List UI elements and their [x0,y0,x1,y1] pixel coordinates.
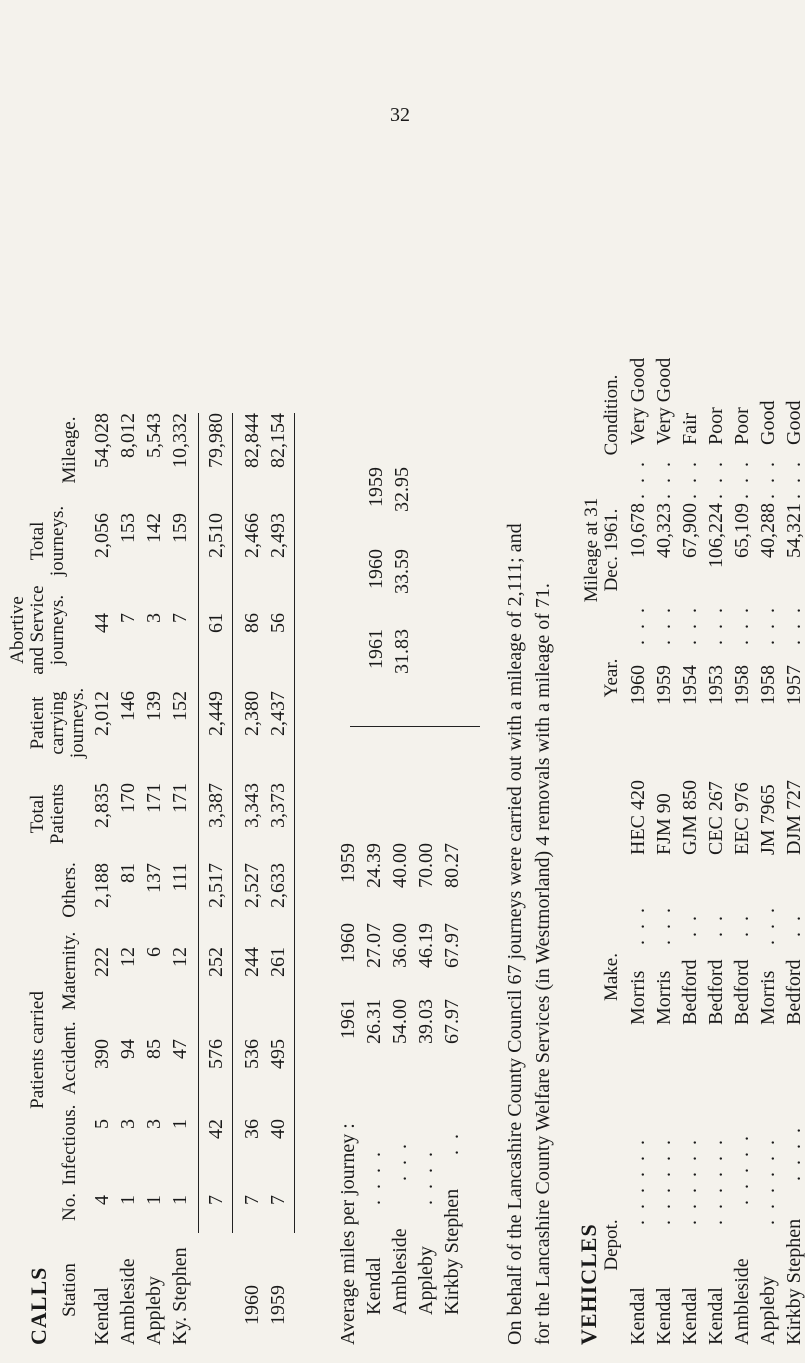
leader-dots: . . . [653,605,675,645]
veh-header-depot: Depot. [601,1219,622,1271]
average-miles-title: Average miles per journey : [337,1123,359,1345]
veh-condition: Poor [731,407,753,445]
avg-1959: 70.00 [415,843,437,888]
avg-1960: 27.07 [363,923,385,968]
station-name: Ambleside [117,1258,139,1345]
leader-dots: . . . [389,1141,411,1181]
leader-dots: . . . . . . [757,1137,779,1225]
veh-mileage: 10,678 [627,503,649,558]
leader-dots: . . . . . . [705,1137,727,1225]
cell-accident: 47 [169,1039,191,1059]
lancashire-paragraph-line-2: for the Lancashire County Welfare Services (in Westmorland) 4 removals with a mileage of 71. [532,583,554,1345]
cell-total-journeys: 2,493 [267,513,289,558]
veh-make: Bedford [783,959,805,1025]
cell-others: 111 [169,863,191,892]
header-station: Station [59,1263,80,1317]
avg-depot: Appleby [415,1246,437,1315]
total-infectious: 42 [205,1119,227,1139]
veh-registration: FJM 90 [653,793,675,855]
avg-depot: Kendal [363,1257,385,1315]
veh-make: Bedford [731,959,753,1025]
year-label: 1960 [241,1285,263,1325]
veh-year: 1957 [783,665,805,705]
cell-abortive: 56 [267,613,289,633]
avg-1960: 67.97 [441,923,463,968]
avg-year-1960: 1960 [337,923,359,963]
cell-accident: 390 [91,1039,113,1069]
overall-year-1959: 1959 [365,467,387,507]
veh-mileage: 54,321 [783,503,805,558]
cell-abortive: 7 [169,613,191,623]
veh-header-mileage: Mileage at 31 Dec. 1961. [581,497,622,603]
total-no: 7 [205,1195,227,1205]
veh-make: Morris [653,970,675,1025]
cell-mileage: 54,028 [91,413,113,468]
leader-dots: . . . . . [731,1133,753,1205]
header-others: Others. [59,862,80,918]
veh-mileage: 106,224 [705,503,727,568]
veh-condition: Good [783,400,805,445]
avg-1961: 26.31 [363,999,385,1044]
overall-1960: 33.59 [391,549,413,594]
rotated-page-content [7,155,805,1345]
veh-depot: Kirkby Stephen [783,1218,805,1345]
year-label: 1959 [267,1285,289,1325]
veh-condition: Very Good [653,357,675,445]
overall-1959: 32.95 [391,467,413,512]
veh-make: Morris [757,970,779,1025]
veh-registration: CEC 267 [705,781,727,855]
page-number: 32 [390,104,410,126]
cell-patient-journeys: 2,012 [91,691,113,736]
veh-year: 1958 [757,665,779,705]
veh-mileage: 40,288 [757,503,779,558]
avg-1959: 40.00 [389,843,411,888]
leader-dots: . . [679,913,701,937]
cell-patient-journeys: 2,437 [267,691,289,736]
cell-maternity: 12 [169,947,191,967]
leader-dots: . . . [679,459,701,499]
cell-infectious: 3 [143,1119,165,1129]
header-patients-carried: Patients carried [27,991,48,1109]
avg-1959: 24.39 [363,843,385,888]
cell-mileage: 82,844 [241,413,263,468]
total-accident: 576 [205,1039,227,1069]
header-abortive-service-journeys: Abortive and Service journeys. [7,585,68,675]
leader-dots: . . . . . . [627,1137,649,1225]
cell-maternity: 6 [143,947,165,957]
cell-abortive: 3 [143,613,165,623]
leader-dots: . . . [679,605,701,645]
cell-others: 81 [117,863,139,883]
avg-divider [350,726,480,727]
station-name: Appleby [143,1276,165,1345]
cell-infectious: 1 [169,1119,191,1129]
cell-accident: 94 [117,1039,139,1059]
avg-1960: 36.00 [389,923,411,968]
veh-mileage: 65,109 [731,503,753,558]
avg-depot: Kirkby Stephen [441,1188,463,1315]
leader-dots: . . [731,913,753,937]
cell-total-journeys: 2,466 [241,513,263,558]
cell-abortive: 7 [117,613,139,623]
cell-others: 137 [143,863,165,893]
cell-total-patients: 171 [143,783,165,813]
header-mileage: Mileage. [59,416,80,484]
cell-accident: 85 [143,1039,165,1059]
total-mileage: 79,980 [205,413,227,468]
veh-header-make: Make. [601,953,622,1002]
avg-1961: 39.03 [415,999,437,1044]
leader-dots: . . . [705,459,727,499]
cell-mileage: 10,332 [169,413,191,468]
cell-others: 2,188 [91,863,113,908]
veh-registration: EEC 976 [731,782,753,855]
header-total-patients: Total Patients [27,783,68,845]
cell-patient-journeys: 2,380 [241,691,263,736]
avg-1959: 80.27 [441,843,463,888]
leader-dots: . . . [653,905,675,945]
overall-year-1961: 1961 [365,629,387,669]
total-patient-journeys: 2,449 [205,691,227,736]
cell-maternity: 261 [267,947,289,977]
veh-make: Morris [627,970,649,1025]
cell-patient-journeys: 139 [143,691,165,721]
header-maternity: Maternity. [59,931,80,1011]
total-others: 2,517 [205,863,227,908]
leader-dots: . . [783,913,805,937]
veh-header-year: Year. [601,658,622,698]
veh-registration: DJM 727 [783,779,805,855]
cell-total-patients: 3,343 [241,783,263,828]
avg-depot: Ambleside [389,1228,411,1315]
cell-no: 1 [143,1195,165,1205]
cell-mileage: 5,543 [143,413,165,458]
header-no: No. [59,1193,80,1221]
veh-year: 1953 [705,665,727,705]
cell-total-journeys: 2,056 [91,513,113,558]
leader-dots: . . . [627,459,649,499]
cell-no: 7 [241,1195,263,1205]
vehicles-title: VEHICLES [576,1223,601,1345]
cell-maternity: 244 [241,947,263,977]
veh-condition: Good [757,400,779,445]
header-patient-carrying-journeys: Patient carrying journeys. [27,687,88,759]
overall-year-1960: 1960 [365,549,387,589]
total-journeys: 2,510 [205,513,227,558]
cell-mileage: 82,154 [267,413,289,468]
leader-dots: . . [441,1131,463,1155]
cell-total-patients: 3,373 [267,783,289,828]
cell-total-journeys: 159 [169,513,191,543]
cell-total-patients: 171 [169,783,191,813]
cell-no: 1 [169,1195,191,1205]
leader-dots: . . . [731,459,753,499]
cell-total-journeys: 153 [117,513,139,543]
veh-condition: Poor [705,407,727,445]
leader-dots: . . . [705,605,727,645]
leader-dots: . . . [653,459,675,499]
veh-depot: Kendal [705,1287,727,1345]
header-infectious: Infectious. [59,1104,80,1186]
veh-mileage: 40,323 [653,503,675,558]
leader-dots: . . [705,913,727,937]
veh-registration: HEC 420 [627,780,649,855]
cell-infectious: 3 [117,1119,139,1129]
cell-accident: 536 [241,1039,263,1069]
leader-dots: . . . . [783,1125,805,1181]
veh-depot: Kendal [627,1287,649,1345]
veh-mileage: 67,900 [679,503,701,558]
veh-condition: Fair [679,412,701,445]
overall-1961: 31.83 [391,629,413,674]
cell-mileage: 8,012 [117,413,139,458]
avg-1960: 46.19 [415,923,437,968]
veh-year: 1960 [627,665,649,705]
avg-1961: 67.97 [441,999,463,1044]
cell-no: 7 [267,1195,289,1205]
veh-depot: Appleby [757,1276,779,1345]
veh-depot: Ambleside [731,1258,753,1345]
avg-year-1961: 1961 [337,999,359,1039]
header-total-journeys: Total journeys. [27,505,68,577]
cell-abortive: 44 [91,613,113,633]
veh-make: Bedford [705,959,727,1025]
header-accident: Accident. [59,1021,80,1095]
cell-no: 4 [91,1195,113,1205]
cell-no: 1 [117,1195,139,1205]
cell-patient-journeys: 152 [169,691,191,721]
leader-dots: . . . [757,605,779,645]
veh-registration: JM 7965 [757,784,779,855]
station-name: Kendal [91,1287,113,1345]
veh-condition: Very Good [627,357,649,445]
cell-others: 2,633 [267,863,289,908]
leader-dots: . . . [627,605,649,645]
cell-infectious: 40 [267,1119,289,1139]
calls-table-end-rule [294,413,295,1233]
cell-patient-journeys: 146 [117,691,139,721]
cell-maternity: 222 [91,947,113,977]
veh-make: Bedford [679,959,701,1025]
veh-depot: Kendal [679,1287,701,1345]
leader-dots: . . . [757,905,779,945]
total-maternity: 252 [205,947,227,977]
cell-total-patients: 170 [117,783,139,813]
cell-others: 2,527 [241,863,263,908]
leader-dots: . . . . [363,1149,385,1205]
veh-depot: Kendal [653,1287,675,1345]
cell-infectious: 36 [241,1119,263,1139]
veh-year: 1959 [653,665,675,705]
cell-total-patients: 2,835 [91,783,113,828]
total-abortive: 61 [205,613,227,633]
station-name: Ky. Stephen [169,1247,191,1345]
lancashire-paragraph-line-1: On behalf of the Lancashire County Council 67 journeys were carried out with a mileage of 2,111; and [504,523,526,1345]
totals-rule-top [198,413,199,1233]
avg-year-1959: 1959 [337,843,359,883]
cell-abortive: 86 [241,613,263,633]
veh-year: 1958 [731,665,753,705]
cell-maternity: 12 [117,947,139,967]
calls-title: CALLS [26,1266,51,1345]
leader-dots: . . . . . . [679,1137,701,1225]
veh-header-condition: Condition. [601,374,622,456]
cell-total-journeys: 142 [143,513,165,543]
cell-accident: 495 [267,1039,289,1069]
veh-year: 1954 [679,665,701,705]
leader-dots: . . . . [415,1149,437,1205]
leader-dots: . . . [783,605,805,645]
leader-dots: . . . [757,459,779,499]
leader-dots: . . . [731,605,753,645]
leader-dots: . . . . . . [653,1137,675,1225]
avg-1961: 54.00 [389,999,411,1044]
leader-dots: . . . [783,459,805,499]
veh-registration: GJM 850 [679,779,701,855]
totals-rule-bottom [232,413,233,1233]
cell-infectious: 5 [91,1119,113,1129]
total-patients: 3,387 [205,783,227,828]
leader-dots: . . . [627,905,649,945]
